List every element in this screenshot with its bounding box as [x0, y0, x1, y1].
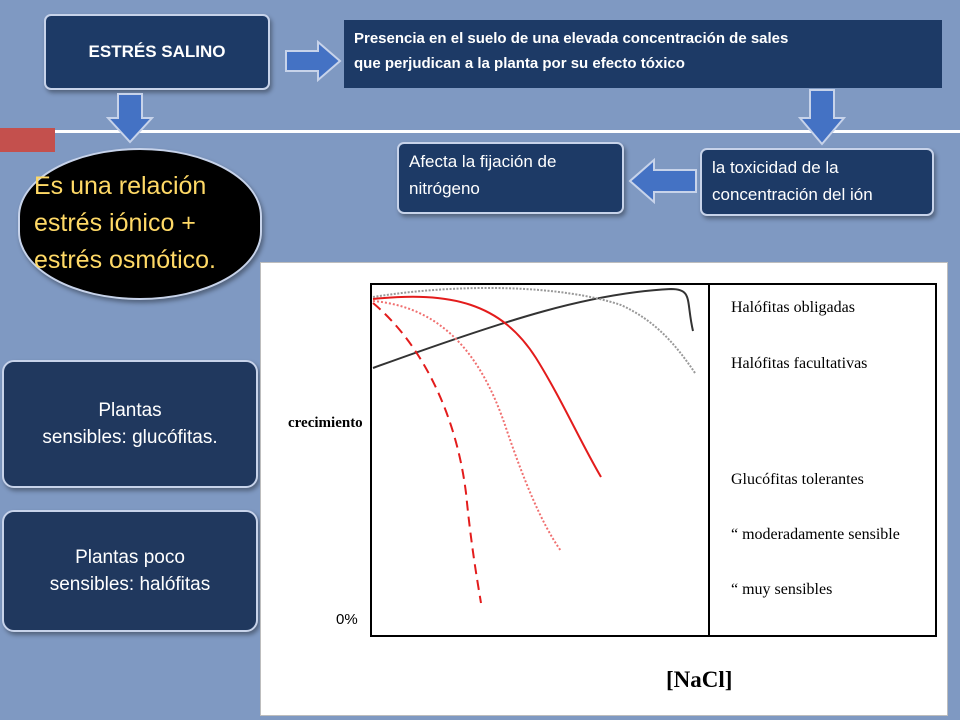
toxicity-box	[700, 148, 934, 216]
relation-line: estrés osmótico.	[34, 246, 217, 274]
legend-item: Glucófitas tolerantes	[731, 471, 864, 488]
x-axis-label: [NaCl]	[666, 667, 733, 692]
relation-box	[18, 148, 262, 300]
arrow-right-icon	[284, 40, 342, 82]
arrow-down-icon	[106, 92, 154, 144]
growth-chart-svg	[261, 263, 949, 717]
legend-item: “ muy sensibles	[731, 581, 833, 598]
growth-chart	[260, 262, 948, 716]
less-sensitive-plants-box	[2, 510, 258, 632]
curve-halofitas-obligadas	[373, 289, 693, 368]
definition-line: Presencia en el suelo de una elevada concentración de sales	[354, 30, 789, 47]
less-sensitive-line: Plantas poco	[75, 547, 185, 568]
legend-item: Halófitas facultativas	[731, 355, 868, 372]
header-accent	[0, 128, 55, 152]
less-sensitive-line: sensibles: halófitas	[49, 574, 211, 595]
definition-box	[344, 20, 942, 88]
curve-halofitas-facultativas	[373, 288, 695, 373]
definition-line: que perjudican a la planta por su efecto tóxico	[354, 55, 685, 72]
nitrogen-line: Afecta la fijación de	[409, 152, 557, 171]
curve-glucofitas-tolerantes	[373, 297, 601, 477]
sensitive-line: Plantas	[98, 400, 162, 421]
y-zero-label: 0%	[336, 611, 358, 628]
sensitive-line: sensibles: glucófitas.	[42, 427, 218, 448]
title-text: ESTRÉS SALINO	[88, 42, 226, 61]
relation-line: estrés iónico +	[34, 209, 196, 237]
arrow-down-icon	[798, 88, 846, 146]
relation-line: Es una relación	[34, 172, 207, 200]
plot-frame	[371, 284, 936, 636]
title-box	[44, 14, 270, 90]
nitrogen-box	[397, 142, 624, 214]
legend-item: “ moderadamente sensible	[731, 526, 900, 543]
arrow-left-icon	[628, 158, 698, 204]
y-axis-label: crecimiento	[288, 415, 363, 431]
curve-moderadamente-sensible	[373, 301, 561, 551]
toxicity-line: concentración del ión	[712, 185, 873, 204]
nitrogen-line: nitrógeno	[409, 179, 480, 198]
toxicity-line: la toxicidad de la	[712, 158, 839, 177]
legend-item: Halófitas obligadas	[731, 299, 855, 316]
sensitive-plants-box	[2, 360, 258, 488]
